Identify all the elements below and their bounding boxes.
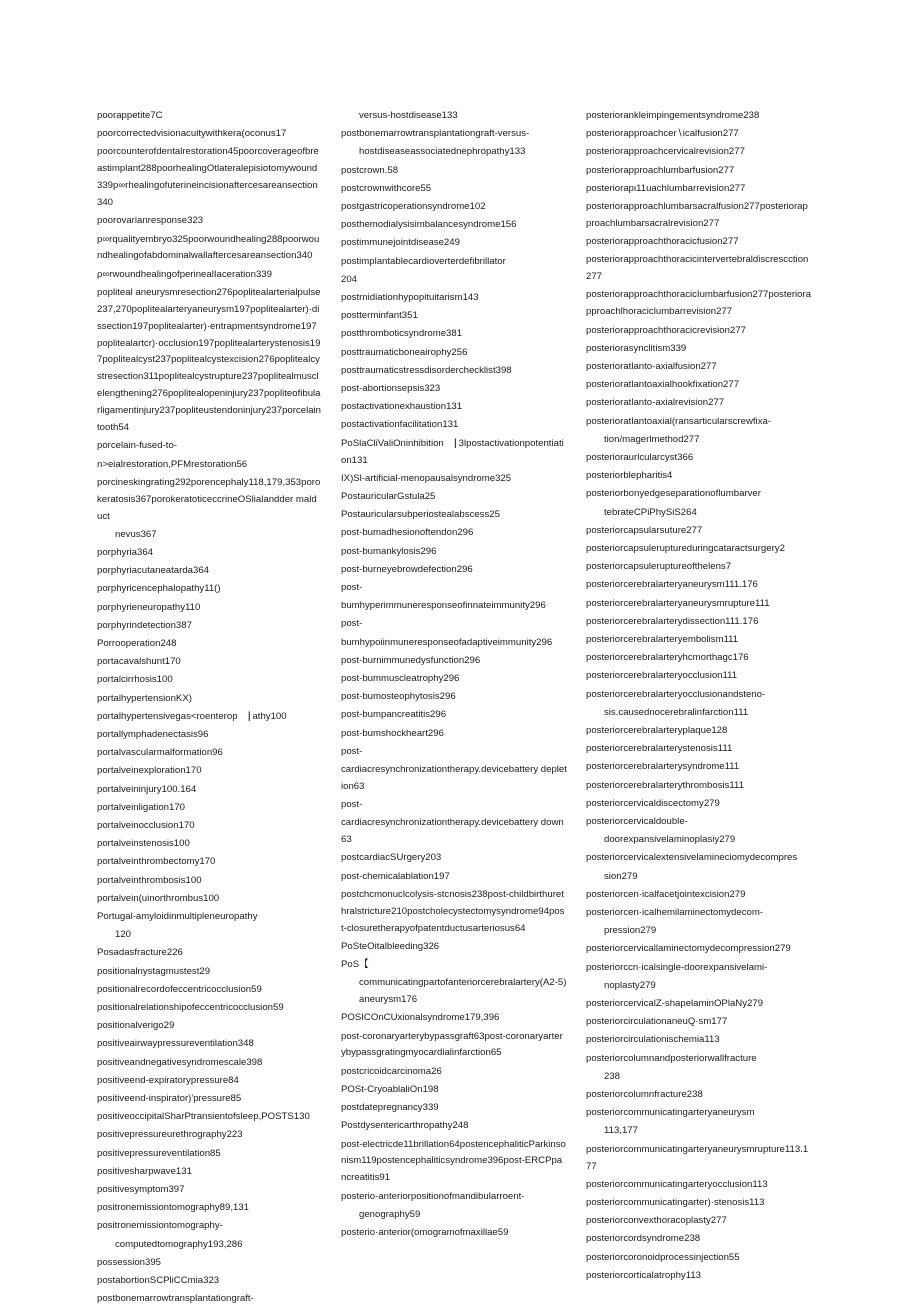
index-entry: positivepressureventilation85 [97,1147,221,1159]
index-entry: postthromboticsyndrome381 [341,328,463,340]
index-entry: post- [341,799,363,811]
index-entry: posteriorcerebralarteryembolism111 [586,634,739,645]
index-entry: sis.causednocerebralinfarction111 [604,706,749,718]
index-entry: posteriorcervicaldouble- [586,816,688,828]
index-entry: positivepressureurethrography223 [97,1129,243,1141]
index-entry: POSt-CryoablaliOn198 [341,1083,439,1095]
index-entry: posteriorcapsuleruptureofthelens7 [586,561,732,573]
index-entry: POSICOnCUxionalsyndrome179,396 [341,1012,500,1024]
index-entry: posteriorapproachlumbarsacralfusion277posteriorapproachlumbarsacralrevision277 [586,201,808,229]
index-entry: post-bumadhesionoftendon296 [341,527,474,539]
index-entry: posteriorapproachthoracicintervertebraldiscrescction277 [586,254,809,283]
index-entry: posteriorapproachcervicalrevision277 [586,146,745,158]
index-entry: postactivationexhaustion131 [341,401,463,413]
index-entry: n>eialrestoration,PFMrestoration56 [97,458,248,470]
index-entry: positionalrecordofeccentricocclusion59 [97,983,262,995]
index-entry: positiveairwaypressureventilation348 [97,1038,254,1050]
index-entry: portalhypertensionKX) [97,692,192,704]
index-entry: posteriorapproachthoracicfusion277 [586,236,739,248]
index-entry: genography59 [359,1208,421,1220]
index-entry: poorappetite7C [97,110,163,121]
index-entry: post-bummuscleatrophy296 [341,673,460,684]
index-entry: positionalrelationshipofeccentricocclusion59 [97,1002,284,1013]
index-entry: posteriorcen·icalfacetjointexcision279 [586,888,746,900]
index-entry: portalcirrhosis100 [97,674,173,686]
index-entry: doorexpansivelaminoplasiy279 [604,834,736,846]
index-entry: posteriorapproachthoracicIumbarfusion277posteriorapproachlhoraciclumbarrevision277 [586,289,812,318]
index-entry: posteriorapι11uachlumbarrevision277 [586,182,746,194]
index-entry: cardiacresynchronizationtherapy.devicebattery down63 [341,817,564,846]
index-entry: positiveend-inspirator)'pressure85 [97,1093,242,1105]
index-entry: posteriorbonyedgeseparationoflumbarver [586,488,761,500]
index-entry: postabortionSCPliCCmia323 [97,1275,220,1287]
index-entry: posteriorcervicaldiscectomy279 [586,797,720,809]
index-entry: posterio·anterior(omogramofmaxillae59 [341,1226,509,1238]
index-entry: posttraumaticboneairophy256 [341,346,468,358]
index-entry: 238 [604,1070,621,1082]
index-entry: positronemissiontomography89,131 [97,1202,249,1214]
index-entry: posteriorcommunicatingarteryocclusion113 [586,1178,768,1190]
index-entry: post- [341,581,363,593]
index-entry: poorovarianresponse323 [97,215,204,227]
index-entry: posteriorankleimpingementsyndrome238 [586,110,760,121]
index-entry: posteriorcerebralarteryhcmorthagc176 [586,652,749,664]
index-entry: porphyriacutaneatarda364 [97,565,210,577]
index-entry: posterioraurlcularcyst366 [586,451,694,463]
index-entry: posterioratlanto-axialrevision277 [586,397,725,409]
index-entry: porphyricencephalopathy11() [97,583,221,595]
index-entry: posteriorcerebralarterysyndrome111 [586,761,740,773]
index-entry: posttraumaticstressdisorderchecklist398 [341,364,512,376]
index-entry: portalhypertensivegas<roenterop ⎹ athy100 [97,710,287,722]
index-entry: sion279 [604,870,638,882]
index-entry: posteriorcapsularsuture277 [586,524,703,536]
index-column-2 [341,108,567,1243]
index-entry: post-bumpancreatitis296 [341,709,447,721]
index-entry: posteriorasynclitism339 [586,342,687,354]
index-entry: poorcorrectedvisionacuitywithkera(oconus17 [97,128,287,140]
index-entry: porphyrindetection387 [97,619,192,631]
index-entry: Portugal-amyloidinmultipleneuropathy [97,910,258,922]
index-entry: postterminfant351 [341,310,418,322]
index-entry: portalveinthrombosis100 [97,874,202,886]
index-entry: portalveinocclusion170 [97,819,195,831]
index-entry: posteriorcommunicatingarteryaneurysmrupture113.177 [586,1143,809,1172]
index-entry: noplasty279 [604,979,656,991]
index-entry: hostdiseaseassociatednephropathy133 [359,146,526,158]
index-entry: posterioratlantoaxial(ransarticularscrewfixa- [586,415,772,427]
index-entry: positiveoccipitalSharPtransientofsleep,POSTS130 [97,1111,310,1123]
index-column-3 [586,108,812,1286]
index-entry: popliteal aneurysmresection276poplitealarterialpulse237,270poplitealarteryaneurysm197poplitealarter)·dissection197poplitealarter)·entrapmentsyndrome197poplitealartcr)·occlusion197poplitealarterystenosis197poplitealcyst237poplitealcystexcision276poplitealcystresection311poplitealcystrupture237poplitealmusclelengthening276poplitealopeninjury237popliteofibularligamentinjury237popliteustendoninjury237porcelaintooth54 [97,286,322,434]
index-entry: portalvein(uinorthrombus100 [97,892,220,904]
index-entry: posteriorconvexthoracoplasty277 [586,1215,727,1227]
index-entry: posteriorcommunicatingarter)·stenosis113 [586,1197,765,1208]
index-entry: posteriorcerebralarteryaneurysm111.176 [586,579,758,591]
index-entry: communicatingpartofanteriorcerebralartery(A2-5)aneurysm176 [359,977,567,1006]
index-entry: portalveinligation170 [97,801,186,813]
index-entry: posterio-anteriorpositionofmandibularroent- [341,1190,525,1202]
index-entry: p∞rqualityembryo325poorwoundhealing288poorwoundhealingofabdominalwallaftercesareansection340 [97,233,320,262]
index-entry: PoS【 [341,959,369,971]
index-entry: tebrateCPiPhySiS264 [604,506,697,518]
index-entry: 204 [341,273,358,285]
index-entry: IX)Sl-artificial-menopausalsyndrome325 [341,472,512,484]
index-entry: PostauricularGstula25 [341,490,436,502]
index-entry: versus-hostdisease133 [359,110,458,121]
index-entry: bumhyperimmuneresponseofinnateimmunity296 [341,600,546,612]
index-entry: postcricoidcarcinoma26 [341,1065,442,1077]
index-entry: porphyrieneuropathy110 [97,601,201,613]
index-entry: posterioratlantoaxialhookfixation277 [586,379,740,391]
index-entry: posteriorcolumnandposteriorwallfracture [586,1052,757,1064]
index-entry: positionalverigo29 [97,1020,175,1032]
index-entry: nevus367 [115,528,157,540]
index-entry: posteriorcerebralarterydissection111.176 [586,615,759,627]
index-entry: post-bumosteophytosis296 [341,691,456,703]
index-entry: portalveinexploration170 [97,765,202,777]
index-entry: 120 [115,929,132,941]
index-entry: ρ∞rwoundhealingofperinealIaceration339 [97,268,272,280]
index-entry: post-electricde11brillation64postencephaliticParkinsonism119postencephaliticsyndrome396post-ERCPpancreatitis91 [341,1138,566,1184]
index-entry: posteriorcerebralarterythrombosis111 [586,779,745,791]
index-entry: post-coronaryarterybypassgraft63post-coronaryarterybypassgratingmyocardialinfarction65 [341,1030,563,1059]
index-entry: positivesharpwave131 [97,1165,192,1177]
index-entry: positiveend-expiratorypressure84 [97,1074,239,1086]
index-entry: 113,177 [604,1125,638,1137]
index-entry: posteriorcerebralarteryplaque128 [586,725,728,737]
index-column-1 [97,108,322,1309]
index-entry: posteriorcerebralarteryocclusion111 [586,670,738,682]
index-entry: post- [341,618,363,630]
index-entry: postcrownwithcore55 [341,182,432,194]
index-entry: porcineskingrating292porencephaly118,179,353porokeratosis367porokeratoticeccrineOSlialandder malduct [97,476,321,522]
index-entry: positivesymptom397 [97,1184,185,1196]
index-entry: Postdysentericarthropathy248 [341,1120,469,1132]
index-entry: post-bumankylosis296 [341,545,437,557]
index-entry: postbonemarrowtransplantationgraft-versus- [341,128,530,140]
index-entry: posteriorcen·icalhemilaminectomydecom- [586,907,764,919]
index-entry: portalveininjury100.164 [97,783,197,795]
index-entry: postrnidiationhypopituitarism143 [341,292,479,304]
index-entry: posteriorapproachlumbarfusion277 [586,164,735,176]
index-entry: posteriorcervicalextensivelamineciomydecompres [586,852,798,864]
index-entry: postchcmonuclcolysis-stcnosis238post-childbirthurethralstricture210postcholecystectomysyndrome94post-closuretherapyofpatentductusarteriosus64 [341,888,565,934]
index-entry: portacavalshunt170 [97,656,181,668]
index-entry: tion/magerlmethod277 [604,433,700,445]
index-entry: cardiacresynchronizationtherapy.devicebattery depletion63 [341,764,567,792]
index-entry: post-bumshockheart296 [341,727,444,739]
index-entry: PoSlaCliValiOninhibition ⎹ 3lpostactivationpotentiation131 [341,437,564,466]
index-entry: postimmunejointdisease249 [341,237,460,249]
index-entry: posteriorcordsyndrome238 [586,1233,701,1245]
index-entry: posteriorblepharitis4 [586,470,673,482]
index-entry: posteriorapproachthoracicrevision277 [586,324,746,336]
index-entry: posteriorcommunicatingarteryaneurysm [586,1107,755,1119]
index-entry: posteriorapproachcer∖icalfusion277 [586,128,739,140]
index-entry: posteriorcervicallaminectomydecompression279 [586,943,791,955]
index-entry: posteriorcoronoidprocessinjection55 [586,1251,740,1263]
index-entry: positronemissiontomography- [97,1220,223,1232]
index-entry: posterioratlanto-axialfusion277 [586,360,717,372]
index-entry: postbonemarrowtransplantationgraft- [97,1293,254,1305]
index-entry: posteriorcervicalZ-shapelaminOPlaNy279 [586,998,764,1010]
index-entry: poorcounterofdentalrestoration45poorcoverageofbreastimplant288poorhealingOtlateralepisiotomywound339p∞rhealingofuterineincisionaftercesareansection340 [97,146,319,209]
index-entry: Posadasfracture226 [97,947,183,959]
index-entry: Porrooperation248 [97,637,177,649]
index-entry: Postauricularsubperiostealabscess25 [341,509,500,521]
index-entry: post-burnimmunedysfunction296 [341,654,481,666]
index-entry: posteriorcerebralarteryaneurysmrupture111 [586,597,770,609]
index-entry: posthemodialysisimbalancesyndrome156 [341,219,517,231]
index-entry: computedtomography193,286 [115,1238,243,1250]
index-entry: posteriorcerebralarteryocclusionandsteno- [586,688,766,700]
index-entry: possession395 [97,1256,162,1268]
index-entry: post-abortionsepsis323 [341,383,441,395]
index-entry: postgastricoperationsyndrome102 [341,201,486,213]
index-entry: portalveinstenosis100 [97,838,190,850]
index-entry: posteriorcolumnfracture238 [586,1089,703,1101]
index-entry: posteriorcirculationischemia113 [586,1034,720,1046]
index-entry: positionalnystagmustest29 [97,965,211,977]
index-entry: postactivationfacilitation131 [341,419,459,431]
index-entry: posteriorccn·icalsingle-doorexpansivelami- [586,961,768,973]
index-entry: PoSteOitalbleeding326 [341,940,440,952]
index-entry: post-burneyebrowdefection296 [341,563,473,575]
index-entry: porcelain-fused-to- [97,440,177,452]
index-entry: postcardiacSUrgery203 [341,852,442,864]
index-entry: postcrown.58 [341,164,399,176]
index-entry: portalvascularmalformation96 [97,747,223,759]
index-entry: postdatepregnancy339 [341,1102,439,1114]
index-entry: porphyria364 [97,546,154,558]
index-entry: pression279 [604,925,657,937]
index-entry: posteriorcorticalatrophy113 [586,1269,702,1281]
index-entry: positiveandnegativesyndromescale398 [97,1056,263,1068]
index-entry: postimplantablecardioverterdefibrillator [341,255,506,267]
index-entry: posteriorcirculationaneuQ·sm177 [586,1016,728,1028]
index-entry: portalveinthrombectomy170 [97,856,216,868]
index-entry: post- [341,745,363,757]
index-entry: post-chemicalablation197 [341,870,450,882]
index-entry: posteriorcerebralarterystenosis111 [586,743,733,755]
index-entry: bumhypoiinmuneresponseofadaptiveimmunity296 [341,636,553,648]
index-entry: portallymphadenectasis96 [97,728,209,740]
index-entry: posteriorcapsuleruptureduringcataractsurgery2 [586,542,785,554]
